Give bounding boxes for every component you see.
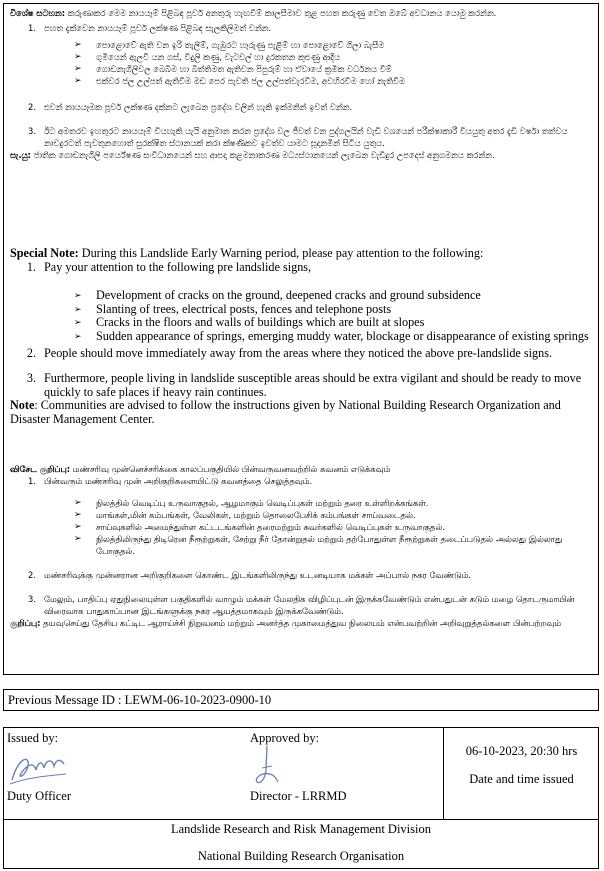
sinhala-item-1: 1. පහත දැක්වෙන නායයෑම් පූර්ව ලක්ෂණ පිළිබඳ සැලකිලිමත් වන්න. [28,23,272,33]
list-item: ➢ Development of cracks on the ground, deepened cracks and ground subsidence [74,288,481,303]
sinhala-intro: විශේෂ සටහන: කරුණාකර මෙම නායයෑම් පිළිබඳ පූර්ව අනතුරු හැඟවීම් කාලසීමාව තුළ පහත කරුණු වෙත ඔබේ අවධානය යොමු කරන්න. [10,8,497,18]
list-item: ➢ පොළොවේ ඇති වන ඉරි තැලීම්, ගැඹුරට හෑරුණු පැළීම් හා පොළොවේ ගිලා බැසීම [74,40,385,50]
arrow-bullet-icon: ➢ [74,64,82,74]
arrow-bullet-icon: ➢ [74,498,82,508]
list-item: ➢ மாங்கள்,மின் கம்பங்கள், வேலிகள், மற்றும் தொலைபேசிக் கம்பங்கள் சாய்வடைதல். [74,510,416,520]
tamil-section [10,463,592,629]
arrow-bullet-icon: ➢ [74,522,82,532]
sinhala-heading: විශේෂ සටහන: [10,8,66,18]
arrow-bullet-icon: ➢ [74,534,82,544]
tamil-note: குறிப்பு: தயவுசெய்து தேசிய கட்டிட ஆராய்ச்சி நிறுவனம் மற்றும் அனர்த்த முகாமைத்துவ நிலையம் என்பவற்றின் அறிவுறுத்தல்களை பின்பற்றவும் [10,618,561,628]
duty-officer-signature-icon [8,750,70,788]
english-section [10,247,592,427]
director-label: Director - LRRMD [250,789,347,803]
issue-datetime-cell [443,728,599,819]
warning-notice-box [3,3,599,675]
list-item: ➢ ගුමියෙන් ඇලවී යන ගස්, විදුලි කණු, වැටවල් හා දුරකතන කුළුණු ආදිය [74,52,340,62]
sinhala-note: සැ.යු: ජාතික ගොඩනැගිලි පර්යේෂණ සංවිධානයෙන් සහ ආපදා කළමනාකරණ මධ්‍යස්ථානයෙන් ලැබෙන වැඩිදුර උපදෙස් අනුගමනය කරන්න. [10,150,495,160]
list-item: ➢ ගොඩනැගිලිවල බෙබිම හා බිත්තිමත ඇතිවන පිපුරුම් හා ඒවායේ ක්‍රමික වර්ධනය වීම් [74,64,392,74]
tamil-heading: விசேட குறிப்பு: [10,464,71,474]
list-item: ➢ Slanting of trees, electrical posts, fences and telephone posts [74,301,392,316]
english-intro: Special Note: During this Landslide Early Warning period, please pay attention to the following: [10,246,484,260]
tamil-intro: விசேட குறிப்பு: மண்சரிவு முன்னெச்சரிக்கை காலப்பகுதியில் பின்வருவனவற்றில் கவனம் எடுக்கவும் [10,464,391,474]
issued-by-cell [4,728,246,819]
list-item: ➢ එක්වර ජල උල්පත් ඇතිවීම මඩ පෙර පැවති ජල උල්පත්වැරවීම, අවහිරවීම හෝ නැතිවීම [74,76,406,86]
footer-organisation-block [4,820,598,864]
list-item: ➢ Cracks in the floors and walls of buildings which are built at slopes [74,315,425,330]
tamil-bullet-list [74,497,592,557]
arrow-bullet-icon: ➢ [74,52,82,62]
issued-by-label: Issued by: [7,731,59,745]
english-heading: Special Note: [10,246,79,260]
english-item-3: 3. Furthermore, people living in landslide susceptible areas should be extra vigilant and should be ready to move quickly to safe places if heavy rain continues. [26,371,582,399]
sinhala-item-3: 3. ඊට අමතරව ඉහතුරට නායයෑම් වියහැකි යැයි අනුමාන කරන ප්‍රදේශ වල ජීවත් වන පුද්ගලයින් වැඩි වශයෙන් පරීක්ෂාකාරී වියයුතු අතර දැඩි වර්ෂා තත්වය නාවදුරටත් පැවතුනහොත් සුරක්ෂිත ස්ථානයක් කරා ක්ෂණිකව ඉවත්ව යාමට සූදානමින් සිටිය යුතුය. [28,126,568,148]
approved-by-label: Approved by: [250,731,320,745]
list-item: ➢ Sudden appearance of springs, emerging muddy water, blockage or disappearance of existing springs [74,328,589,343]
previous-message-id: Previous Message ID : LEWM-06-10-2023-0900-10 [3,689,599,711]
division-name: Landslide Research and Risk Management Division [170,822,431,836]
arrow-bullet-icon: ➢ [74,317,82,328]
list-item: ➢ நிலத்தில் வெடிப்பு உருவாகுதல், ஆழமாகும் வெடிப்புகள் மற்றும் தரை உள்ளிறக்கங்கள். [74,498,429,508]
organisation-name: National Building Research Organisation [197,849,405,863]
arrow-bullet-icon: ➢ [74,303,82,314]
sinhala-bullet-list [74,39,592,87]
tamil-item-2: 2. மண்சரிவுக்கு முன்னரான அறிகுறிகளை கொண்ட இடங்களிலிருந்து உடனடியாக மக்கள் அப்பால் நகர வேண்டும். [28,570,471,580]
english-note: Note: Communities are advised to follow the instructions given by National Building Research Organization and Disaster Management Center. [10,398,561,426]
list-item: ➢ சாய்வுகளில் அமைந்துள்ள கட்டடங்களின் தரைமற்றும் சுவர்களில் வெடிப்புகள் உருவாகுதல். [74,522,445,532]
sinhala-section [10,7,592,161]
arrow-bullet-icon: ➢ [74,40,82,50]
arrow-bullet-icon: ➢ [74,290,82,301]
issue-datetime: 06-10-2023, 20:30 hrs [465,744,578,758]
list-item: ➢ நிலத்திலிருந்து திடிரென நீரூற்றுகள், சேற்று நீர் தோன்றுதல் மற்றும் தற்போதுள்ள நீரூற்றுகள் தடைப்படுதல் அல்லது இல்லாது போகுதல். [74,534,563,556]
english-item-2: 2. People should move immediately away from the areas where they noticed the above pre-landslide signs. [26,345,552,360]
english-bullet-list [74,289,592,343]
english-item-1: 1. Pay your attention to the following pre landslide signs, [26,259,312,274]
director-signature-icon [252,744,282,788]
approved-by-cell [246,728,443,819]
footer-table [3,727,599,869]
arrow-bullet-icon: ➢ [74,510,82,520]
issue-datetime-label: Date and time issued [469,772,574,786]
tamil-item-1: 1. பின்வரும் மண்சரிவு முன் அறிகுறிகளையிட்டு கவனத்தை செலுத்தவும். [28,476,313,486]
tamil-item-3: 3. மேலும், பாதிப்பு ஏதுநிலையுள்ள பகுதிகளில் வாழும் மக்கள் மேலதிக விழிப்புடன் இருக்கவேண்டும் என்பதுடன் கடும் மழை தொடருமாயின் விரைவாக பாதுகாப்பான இடங்களுக்கு நகர ஆயத்தமாகவும் இருக்கவேண்டும். [28,594,575,616]
footer-signatures-row [4,728,598,820]
duty-officer-label: Duty Officer [7,789,71,803]
arrow-bullet-icon: ➢ [74,330,82,341]
sinhala-item-2: 2. එවන් නායයෑමක පූර්ව ලක්ෂණ දක්නට ලැබෙන ප්‍රදේශ වලින් හැකි ඉක්මනින් ඉවත් වන්න. [28,102,353,112]
arrow-bullet-icon: ➢ [74,76,82,86]
